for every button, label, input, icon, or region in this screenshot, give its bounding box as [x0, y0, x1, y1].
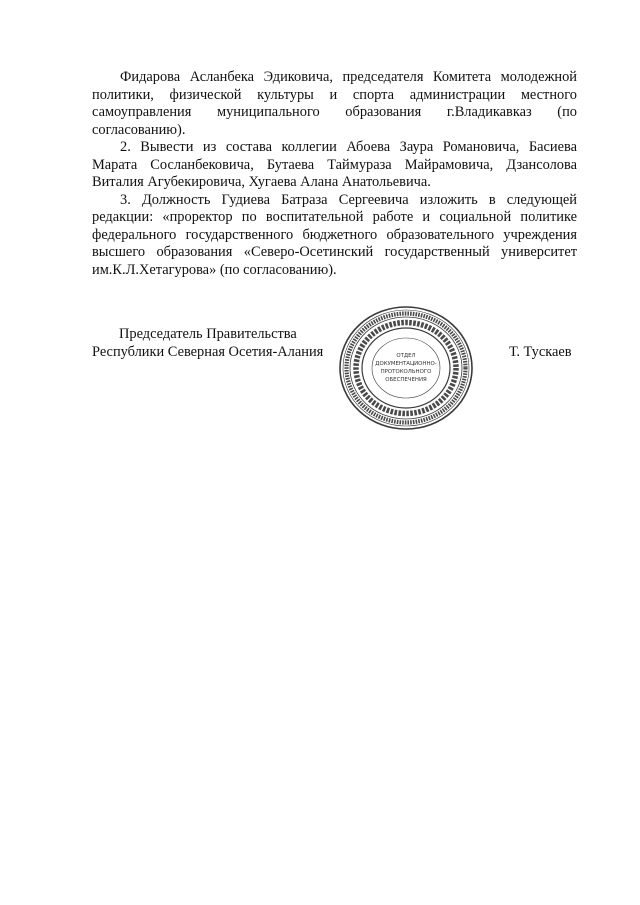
signatory-position-line-2: Республики Северная Осетия-Алания [92, 343, 324, 360]
signatory-name: Т. Тускаев [509, 344, 572, 360]
document-body [92, 69, 577, 279]
seal-center-line-3: ПРОТОКОЛЬНОГО [380, 369, 432, 375]
paragraph-2-remove-members: 2. Вывести из состава коллегии Абоева Заура Романовича, Басиева Марата Сосланбековича, Бутаева Таймураза Майрамовича, Дзансолова Виталия Агубекировича, Хугаева Алана Анатольевича. [92, 139, 577, 190]
seal-center-line-4: ОБЕСПЕЧЕНИЯ [385, 377, 427, 383]
paragraph-fidarov: Фидарова Асланбека Эдиковича, председателя Комитета молодежной политики, физической культуры и спорта администрации местного самоуправления муниципального образования г.Владикавказ (по согласованию). [92, 69, 577, 138]
paragraph-3-position-change: 3. Должность Гудиева Батраза Сергеевича изложить в следующей редакции: «проректор по воспитательной работе и социальной политике федерального государственного бюджетного образовательного учреждения высшего образования «Северо-Осетинский государственный университет им.К.Л.Хетагурова» (по согласованию). [92, 191, 577, 278]
official-seal-icon [336, 304, 476, 432]
seal-center-line-2: ДОКУМЕНТАЦИОННО- [375, 361, 437, 367]
signatory-position [92, 326, 362, 361]
signatory-position-line-1: Председатель Правительства [119, 326, 297, 342]
seal-center-line-1: ОТДЕЛ [396, 353, 416, 359]
